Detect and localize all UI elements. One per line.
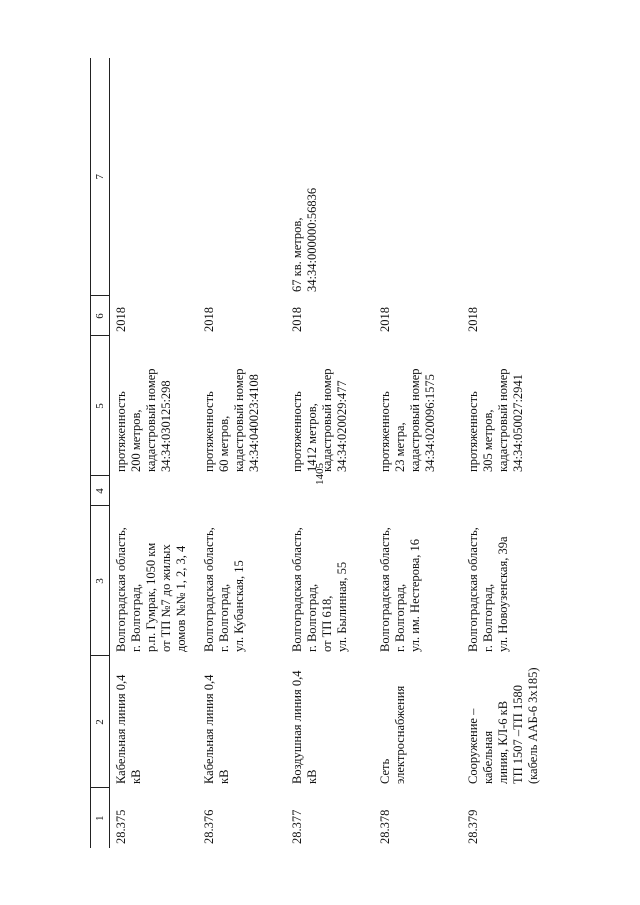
extra-info bbox=[374, 58, 462, 296]
column-4-cell bbox=[374, 476, 462, 506]
table-row bbox=[286, 58, 374, 848]
extra-info bbox=[462, 58, 550, 296]
object-name: Воздушная линия 0,4 кВ bbox=[289, 670, 319, 784]
row-number: 28.376 bbox=[201, 809, 216, 844]
object-name: Сооружение – кабельная линия, КЛ-6 кВ ТП 1507 –ТП 1580 (кабель ААБ-6 3х185) bbox=[465, 667, 540, 784]
header-cell-1: 1 bbox=[91, 788, 110, 848]
object-year: 2018 bbox=[377, 307, 392, 332]
header-cell-6: 6 bbox=[91, 296, 110, 336]
object-details: протяженность 60 метров, кадастровый номер 34:34:040023:4108 bbox=[201, 368, 261, 472]
object-year: 2018 bbox=[465, 307, 480, 332]
page-number: 1405 bbox=[314, 463, 326, 485]
object-address: Волгоградская область, г. Волгоград, ул. им. Нестерова, 16 bbox=[377, 527, 422, 652]
object-name: Кабельная линия 0,4 кВ bbox=[201, 674, 231, 784]
object-year: 2018 bbox=[201, 307, 216, 332]
object-year: 2018 bbox=[114, 307, 128, 332]
column-4-cell bbox=[110, 476, 198, 506]
row-number: 28.377 bbox=[289, 809, 304, 844]
row-number: 28.375 bbox=[114, 809, 128, 844]
object-details: протяженность 200 метров, кадастровый номер 34:34:030125:298 bbox=[114, 368, 173, 472]
header-cell-4: 4 bbox=[91, 476, 110, 506]
extra-info bbox=[198, 58, 286, 296]
object-address: Волгоградская область, г. Волгоград, от ТП 618, ул. Былинная, 55 bbox=[289, 527, 349, 652]
table-row bbox=[462, 58, 550, 848]
object-name: Сеть электроснабжения bbox=[377, 685, 407, 784]
property-table bbox=[90, 58, 550, 848]
object-year: 2018 bbox=[289, 307, 304, 332]
header-row bbox=[91, 58, 110, 848]
extra-info bbox=[110, 58, 198, 296]
column-4-cell bbox=[462, 476, 550, 506]
column-4-cell bbox=[286, 476, 374, 506]
header-cell-7: 7 bbox=[91, 58, 110, 296]
object-details: протяженность 23 метра, кадастровый номер 34:34:020096:1575 bbox=[377, 368, 437, 472]
header-cell-5: 5 bbox=[91, 336, 110, 476]
object-details: протяженность 305 метров, кадастровый номер 34:34:050027:2941 bbox=[465, 368, 525, 472]
row-number: 28.378 bbox=[377, 809, 392, 844]
table-row bbox=[374, 58, 462, 848]
table-row bbox=[110, 58, 198, 848]
table-row bbox=[198, 58, 286, 848]
object-address: Волгоградская область, г. Волгоград, р.п. Гумрак, 1050 км от ТП №7 до жилых домов №№ 1, 2, 3, 4 bbox=[114, 527, 188, 652]
object-address: Волгоградская область, г. Волгоград, ул. Новоузенская, 39а bbox=[465, 527, 510, 652]
object-address: Волгоградская область, г. Волгоград, ул. Кубанская, 15 bbox=[201, 527, 246, 652]
object-details: протяженность 1412 метров, кадастровый номер 34:34:020029:477 bbox=[289, 368, 349, 472]
header-cell-2: 2 bbox=[91, 656, 110, 788]
column-4-cell bbox=[198, 476, 286, 506]
header-cell-3: 3 bbox=[91, 506, 110, 656]
rotated-page bbox=[90, 58, 570, 848]
row-number: 28.379 bbox=[465, 809, 480, 844]
object-name: Кабельная линия 0,4 кВ bbox=[114, 674, 143, 784]
extra-info: 67 кв. метров, 34:34:000000:56836 bbox=[289, 187, 319, 292]
